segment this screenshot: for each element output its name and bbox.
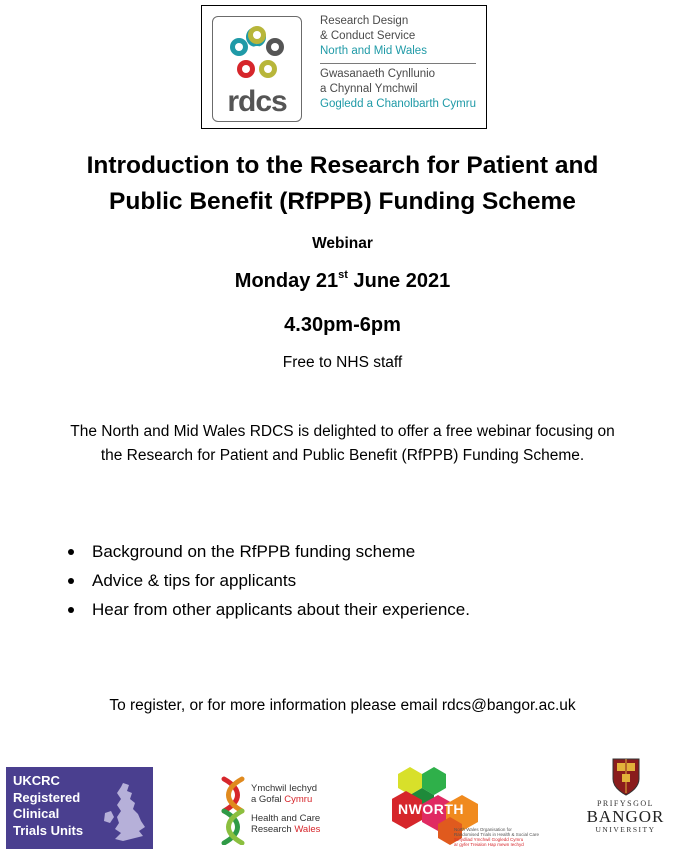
list-item [68,540,470,569]
event-date [0,270,685,293]
ukcrc-logo [6,767,153,849]
ukcrc-line-1: UKCRC [13,773,60,788]
bullet-icon [68,607,74,613]
hcrw-line-4: Research Wales [251,824,321,835]
logo-line-3: North and Mid Wales [320,45,427,57]
bullet-text: Hear from other applicants about their experience. [92,600,470,619]
event-type: Webinar [312,235,373,252]
rdcs-logo-mark [212,16,302,122]
intro-line-2: the Research for Patient and Public Benefit (RfPPB) Funding Scheme. [100,447,585,464]
uk-map-icon [101,781,147,843]
bangor-university-logo [578,757,673,852]
hcrw-line-3: Health and Care [251,813,321,824]
logo-line-1: Research Design [320,15,409,27]
hcrw-line-2: a Gofal Cymru [251,794,313,805]
page-title [0,148,685,220]
hcrw-logo [218,775,358,845]
bullet-icon [68,549,74,555]
ukcrc-line-3: Clinical [13,806,60,821]
list-item [68,569,470,598]
bullet-list [68,540,470,627]
bangor-crest-icon [611,757,641,797]
logo-divider [320,63,476,64]
nworth-logo [392,765,542,849]
event-cost: Free to NHS staff [282,354,403,371]
date-rest: June 2021 [347,270,451,292]
logo-line-4: Gwasanaeth Cynllunio [320,68,436,80]
event-time: 4.30pm-6pm [284,314,401,336]
bangor-line-2: BANGOR [586,807,665,826]
ukcrc-line-4: Trials Units [13,822,84,838]
logo-line-2: & Conduct Service [320,30,416,42]
rdcs-wordmark: rdcs [227,85,287,118]
date-suffix: st [338,269,348,281]
title-line-2: Public Benefit (RfPPB) Funding Scheme [109,188,576,215]
intro-paragraph [30,420,655,468]
bullet-text: Advice & tips for applicants [92,571,297,590]
bangor-line-3: UNIVERSITY [595,825,656,834]
register-info: To register, or for more information please email rdcs@bangor.ac.uk [109,697,576,714]
logo-line-5: a Chynnal Ymchwil [320,83,418,95]
hcrw-line-1: Ymchwil Iechyd [251,783,317,794]
title-line-1: Introduction to the Research for Patient and [86,152,599,179]
rdcs-logo-text [320,14,476,112]
bullet-text: Background on the RfPPB funding scheme [92,542,416,561]
list-item [68,598,470,627]
bullet-icon [68,578,74,584]
bangor-line-1: PRIFYSGOL [596,799,655,808]
intro-line-1: The North and Mid Wales RDCS is delighted to offer a free webinar focusing on [70,423,615,440]
date-prefix: Monday 21 [234,270,339,292]
nworth-subtext: North Wales Organisation for Randomised Trials in Health & Social Care Sefydliad Ymchwil Gogledd Cymru ar gyfer Treialon Hap mewn Iechyd [454,827,540,847]
rdcs-logo [201,5,487,129]
logo-line-6: Gogledd a Chanolbarth Cymru [320,98,476,110]
ukcrc-line-2: Registered [13,789,81,805]
hcrw-helix-icon [218,775,248,845]
rdcs-flower-icon [223,23,291,85]
nworth-label: NWORTH [398,801,464,817]
